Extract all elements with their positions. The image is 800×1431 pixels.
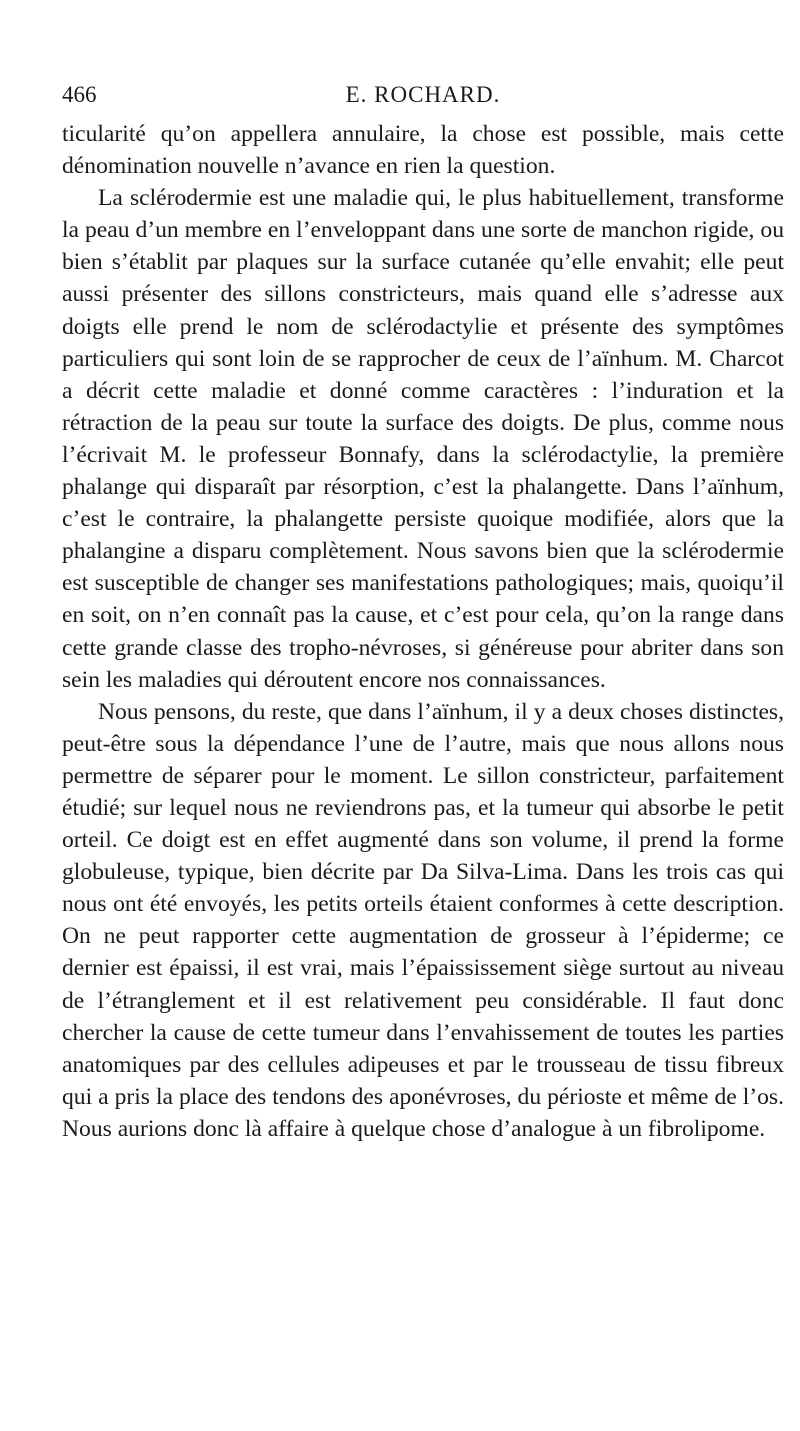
page-header bbox=[62, 80, 784, 110]
paragraph-sclerodermie: La sclérodermie est une maladie qui, le plus habituellement, transforme la peau d’un membre en l’enveloppant dans une sorte de manchon rigide, ou bien s’établit par plaques sur la surface cutanée qu’elle envahit; elle peut aussi présenter des sillons constricteurs, mais quand elle s’adresse aux doigts elle prend le nom de sclérodactylie et présente des symptômes particuliers qui sont loin de se rapprocher de ceux de l’aïnhum. M. Charcot a décrit cette maladie et donné comme caractères : l’induration et la rétraction de la peau sur toute la surface des doigts. De plus, comme nous l’écrivait M. le professeur Bonnafy, dans la sclérodactylie, la première phalange qui disparaît par résorption, c’est la phalangette. Dans l’aïnhum, c’est le contraire, la phalangette persiste quoique modifiée, alors que la phalangine a disparu complètement. Nous savons bien que la sclérodermie est susceptible de changer ses manifestations pathologiques; mais, quoiqu’il en soit, on n’en connaît pas la cause, et c’est pour cela, qu’on la range dans cette grande classe des tropho-névroses, si généreuse pour abriter dans son sein les maladies qui déroutent encore nos connaissances. bbox=[62, 185, 784, 693]
paragraph-ainhum: Nous pensons, du reste, que dans l’aïnhum, il y a deux choses distinctes, peut-être sous la dépendance l’une de l’autre, mais que nous allons nous permettre de séparer pour le moment. Le sillon constricteur, parfaitement étudié; sur lequel nous ne reviendrons pas, et la tumeur qui absorbe le petit orteil. Ce doigt est en effet augmenté dans son volume, il prend la forme globuleuse, typique, bien décrite par Da Silva-Lima. Dans les trois cas qui nous ont été envoyés, les petits orteils étaient conformes à cette description. On ne peut rapporter cette augmentation de grosseur à l’épiderme; ce dernier est épaissi, il est vrai, mais l’épaississement siège surtout au niveau de l’étranglement et il est relativement peu considérable. Il faut donc chercher la cause de cette tumeur dans l’envahissement de toutes les parties anatomiques par des cellules adipeuses et par le trousseau de tissu fibreux qui a pris la place des tendons des aponévroses, du périoste et même de l’os. Nous aurions donc là affaire à quelque chose d’analogue à un fibrolipome. bbox=[62, 698, 784, 1142]
page-number: 466 bbox=[62, 82, 97, 107]
running-head: E. ROCHARD. bbox=[345, 82, 501, 107]
body-text bbox=[62, 118, 784, 1145]
paragraph-continued: ticularité qu’on appellera annulaire, la chose est possible, mais cette dénomination nouvelle n’avance en rien la question. bbox=[62, 121, 784, 180]
